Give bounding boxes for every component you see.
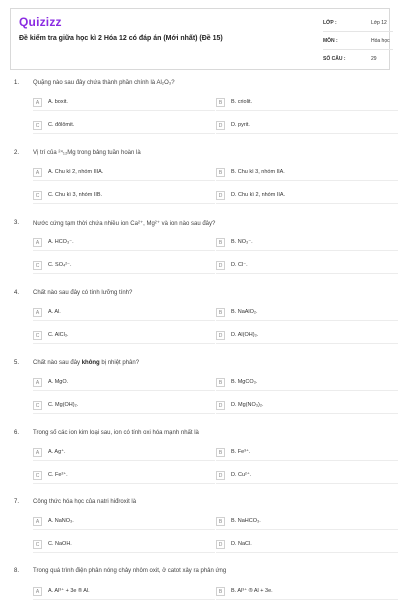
quizizz-logo: Quizizz [19, 15, 62, 29]
option-text: B. MgCO₃. [231, 379, 258, 385]
meta-row-subject [323, 32, 393, 50]
option-b[interactable] [216, 587, 398, 600]
option-a[interactable] [33, 378, 215, 391]
option-text: D. Mg(NO₃)₂. [231, 402, 264, 408]
option-letter: A [33, 587, 42, 596]
option-letter: C [33, 401, 42, 410]
option-b[interactable] [216, 378, 398, 391]
option-text: B. NaHCO₃. [231, 518, 261, 524]
option-text: A. Al³⁺ + 3e ® Al. [48, 588, 90, 594]
option-text: D. Al(OH)₃. [231, 332, 259, 338]
option-c[interactable] [33, 121, 215, 134]
question-text: Công thức hóa học của natri hiđroxit là [33, 499, 137, 505]
option-letter: D [216, 471, 225, 480]
option-a[interactable] [33, 238, 215, 251]
question-text: Nước cứng tạm thời chứa nhiều ion Ca²⁺, Mg²⁺ và ion nào sau đây? [33, 221, 216, 227]
option-c[interactable] [33, 401, 215, 414]
option-b[interactable] [216, 308, 398, 321]
option-letter: A [33, 168, 42, 177]
option-letter: C [33, 471, 42, 480]
question-number: 7. [14, 499, 20, 505]
option-letter: A [33, 238, 42, 247]
option-letter: D [216, 331, 225, 340]
option-letter: B [216, 378, 225, 387]
option-d[interactable] [216, 121, 398, 134]
option-letter: A [33, 517, 42, 526]
question-text-after: bị nhiệt phân? [99, 360, 140, 366]
option-text: B. NO₃⁻. [231, 239, 253, 245]
option-text: B. Al³⁺ ® Al + 3e. [231, 588, 273, 594]
option-a[interactable] [33, 308, 215, 321]
option-c[interactable] [33, 331, 215, 344]
option-a[interactable] [33, 168, 215, 181]
option-b[interactable] [216, 98, 398, 111]
question-text: Trong quá trình điện phân nóng chảy nhôm oxit, ở catot xảy ra phản ứng [33, 568, 227, 574]
meta-label: MÔN : [323, 38, 338, 44]
option-letter: B [216, 238, 225, 247]
option-letter: A [33, 308, 42, 317]
option-d[interactable] [216, 261, 398, 274]
question-number: 1. [14, 80, 20, 86]
option-text: A. HCO₃⁻. [48, 239, 74, 245]
option-text: C. NaOH. [48, 541, 72, 547]
option-letter: C [33, 121, 42, 130]
option-text: B. Chu kì 3, nhóm IIA. [231, 169, 285, 175]
option-letter: C [33, 191, 42, 200]
option-letter: B [216, 448, 225, 457]
question-number: 5. [14, 360, 20, 366]
option-c[interactable] [33, 540, 215, 553]
question-text: Quặng nào sau đây chứa thành phần chính là Al₂O₃? [33, 80, 175, 86]
option-d[interactable] [216, 540, 398, 553]
option-text: C. Chu kì 3, nhóm IIB. [48, 192, 103, 198]
option-text: A. NaNO₃. [48, 518, 74, 524]
option-letter: B [216, 517, 225, 526]
option-letter: B [216, 168, 225, 177]
meta-value: Lớp 12 [371, 20, 387, 26]
question-text-before: Chất nào sau đây [33, 360, 82, 366]
option-letter: B [216, 98, 225, 107]
option-text: C. đôlômit. [48, 122, 75, 128]
option-text: A. Chu kì 2, nhóm IIIA. [48, 169, 104, 175]
option-b[interactable] [216, 168, 398, 181]
question-text: Trong số các ion kim loại sau, ion có tính oxi hóa mạnh nhất là [33, 430, 199, 436]
question-number: 6. [14, 430, 20, 436]
option-text: B. Fe³⁺. [231, 449, 251, 455]
option-text: A. Al. [48, 309, 61, 315]
option-letter: A [33, 448, 42, 457]
option-d[interactable] [216, 471, 398, 484]
option-letter: A [33, 98, 42, 107]
option-text: A. boxit. [48, 99, 68, 105]
question-text-emphasis: không [81, 360, 100, 366]
option-text: C. Fe²⁺. [48, 472, 68, 478]
option-text: D. Cl⁻. [231, 262, 248, 268]
option-c[interactable] [33, 471, 215, 484]
option-a[interactable] [33, 587, 215, 600]
meta-info [323, 14, 393, 67]
option-letter: C [33, 261, 42, 270]
option-letter: C [33, 331, 42, 340]
option-c[interactable] [33, 261, 215, 274]
document-title: Đề kiểm tra giữa học kì 2 Hóa 12 có đáp án (Mới nhất) (Đề 15) [19, 35, 223, 42]
question-text: Chất nào sau đây có tính lưỡng tính? [33, 290, 133, 296]
option-a[interactable] [33, 448, 215, 461]
question-number: 8. [14, 568, 20, 574]
option-letter: B [216, 308, 225, 317]
option-text: C. SO₄²⁻. [48, 262, 72, 268]
option-d[interactable] [216, 331, 398, 344]
question-number: 4. [14, 290, 20, 296]
option-letter: B [216, 587, 225, 596]
option-letter: D [216, 191, 225, 200]
meta-row-grade [323, 14, 393, 32]
option-b[interactable] [216, 448, 398, 461]
meta-value: 29 [371, 56, 377, 62]
option-letter: C [33, 540, 42, 549]
option-d[interactable] [216, 401, 398, 414]
option-text: D. Cu²⁺. [231, 472, 252, 478]
option-text: A. MgO. [48, 379, 69, 385]
option-a[interactable] [33, 517, 215, 530]
option-c[interactable] [33, 191, 215, 204]
option-text: D. NaCl. [231, 541, 252, 547]
document-header [10, 8, 390, 70]
option-d[interactable] [216, 191, 398, 204]
meta-label: LỚP : [323, 20, 337, 26]
option-letter: D [216, 261, 225, 270]
option-text: A. Ag⁺. [48, 449, 66, 455]
option-letter: A [33, 378, 42, 387]
meta-label: SỐ CÂU : [323, 56, 346, 62]
option-text: D. pyrit. [231, 122, 250, 128]
question-number: 2. [14, 150, 20, 156]
option-b[interactable] [216, 517, 398, 530]
option-text: B. criolit. [231, 99, 253, 105]
option-letter: D [216, 540, 225, 549]
option-text: B. NaAlO₂. [231, 309, 258, 315]
option-letter: D [216, 401, 225, 410]
option-text: C. Mg(OH)₂. [48, 402, 79, 408]
meta-row-count [323, 50, 393, 67]
option-a[interactable] [33, 98, 215, 111]
option-text: D. Chu kì 2, nhóm IIA. [231, 192, 286, 198]
meta-value: Hóa học [371, 38, 390, 44]
option-b[interactable] [216, 238, 398, 251]
question-text [33, 360, 139, 366]
question-text: Vị trí của ²⁴₁₂Mg trong bảng tuần hoàn là [33, 150, 141, 156]
option-letter: D [216, 121, 225, 130]
option-text: C. AlCl₃. [48, 332, 69, 338]
question-number: 3. [14, 220, 20, 226]
